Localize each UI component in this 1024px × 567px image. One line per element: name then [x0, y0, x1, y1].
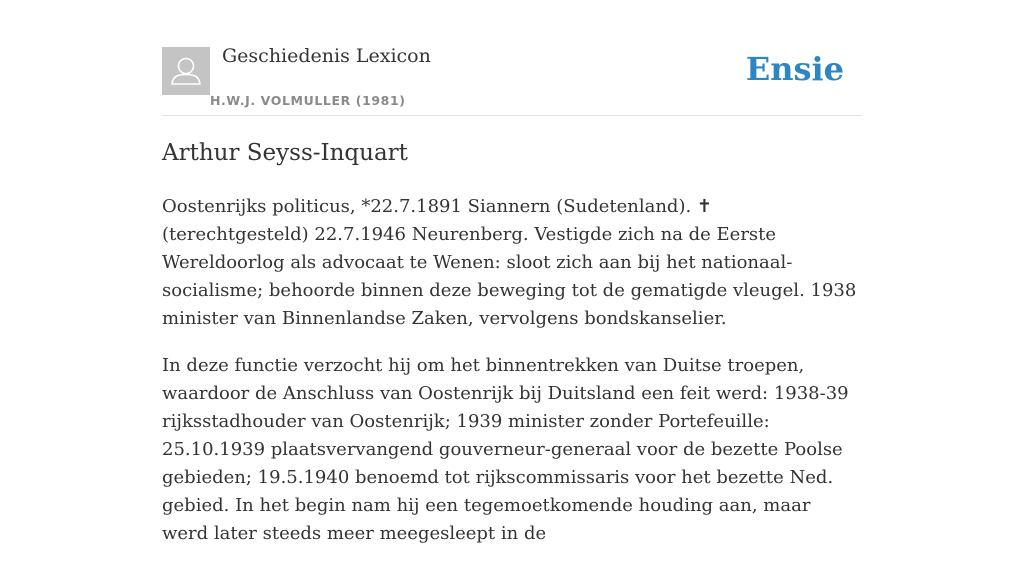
- source-header: [162, 0, 862, 116]
- article-paragraph: Oostenrijks politicus, *22.7.1891 Siannern (Sudetenland). ✝ (terechtgesteld) 22.7.1946 Neurenberg. Vestigde zich na de Eerste Wereldoorlog als advocaat te Wenen: sloot zich aan bij het nationaal-socialisme; behoorde binnen deze beweging tot de gematigde vleugel. 1938 minister van Binnenlandse Zaken, vervolgens bondskanselier.: [162, 196, 857, 329]
- article-body: [162, 193, 862, 567]
- user-icon: [162, 47, 210, 95]
- brand-logo[interactable]: Ensie: [745, 50, 844, 88]
- article-title: Arthur Seyss-Inquart: [162, 140, 408, 166]
- article-paragraph: In deze functie verzocht hij om het binnentrekken van Duitse troepen, waardoor de Anschluss van Oostenrijk bij Duitsland een feit werd: 1938-39 rijksstadhouder van Oostenrijk; 1939 minister zonder Portefeuille: 25.10.1939 plaatsvervangend gouverneur-generaal voor de bezette Poolse gebieden; 19.5.1940 benoemd tot rijkscommissaris voor het bezette Ned. gebied. In het begin nam hij een tegemoetkomende houding aan, maar werd later steeds meer meegesleept in de: [162, 355, 849, 544]
- avatar[interactable]: [162, 47, 210, 95]
- source-author[interactable]: H.W.J. VOLMULLER (1981): [210, 93, 406, 108]
- source-title[interactable]: Geschiedenis Lexicon: [222, 45, 431, 67]
- content-container: [162, 0, 862, 544]
